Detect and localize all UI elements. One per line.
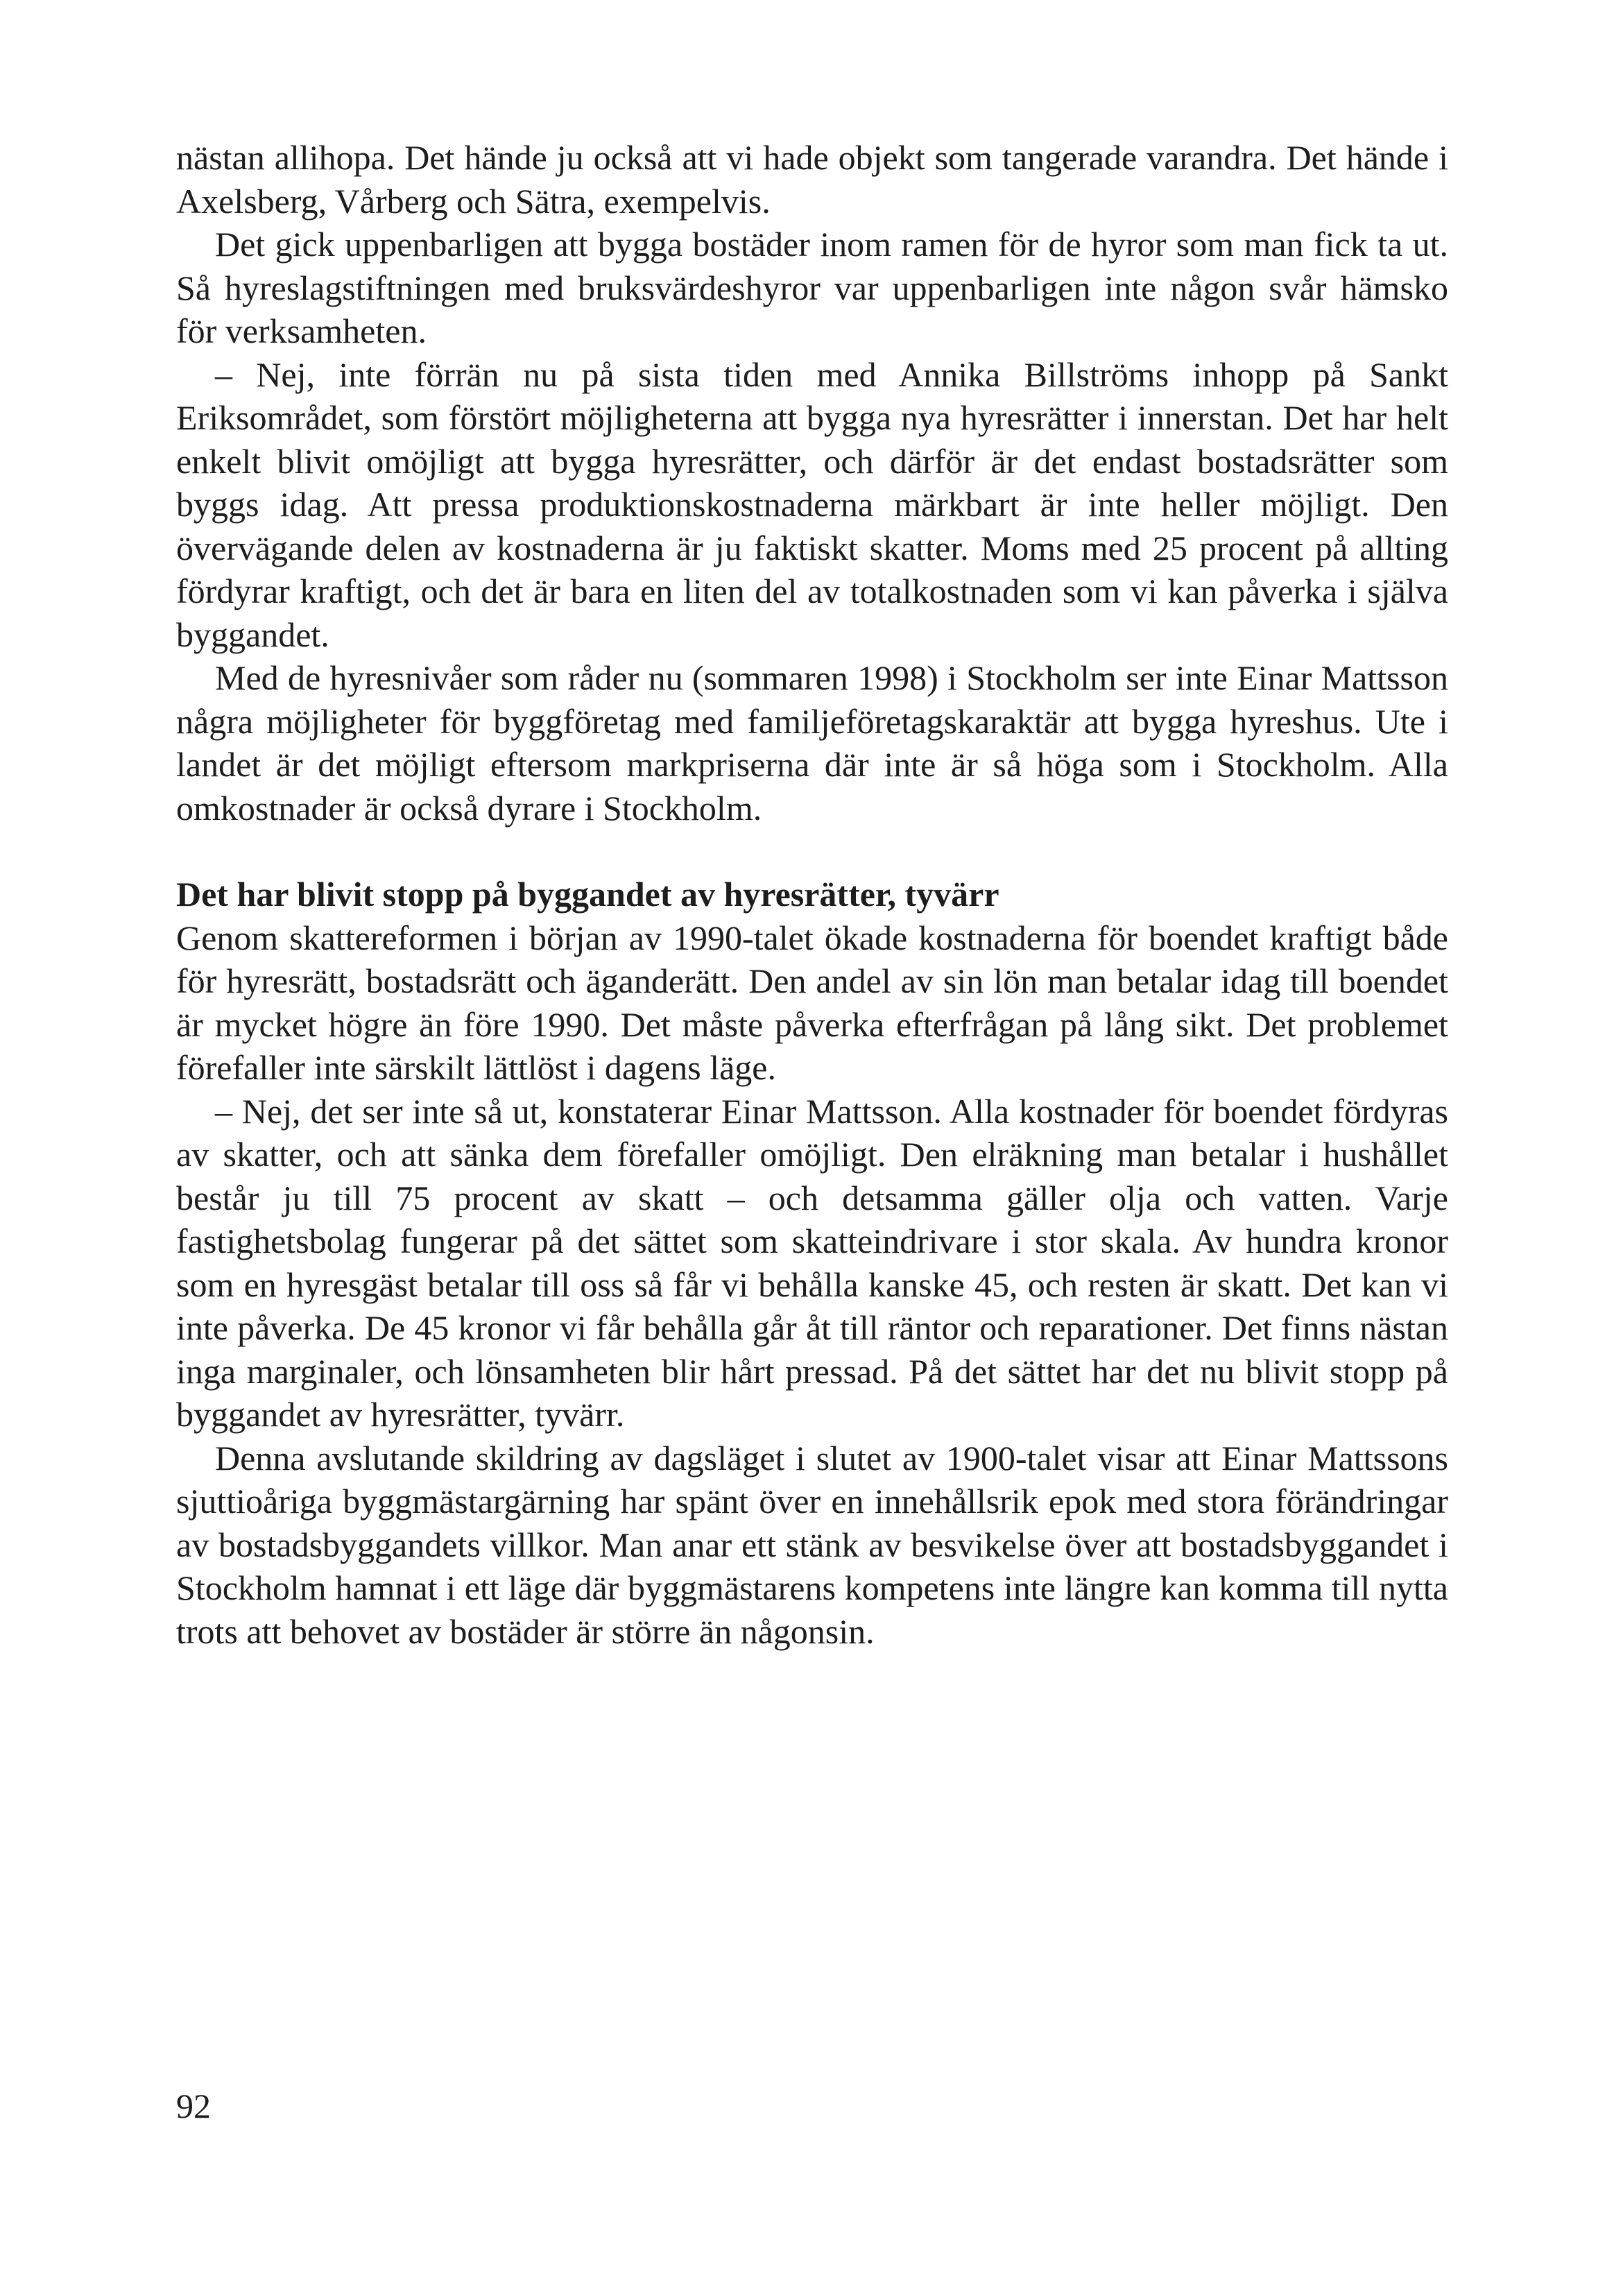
body-text xyxy=(176,136,1448,1653)
paragraph: Denna avslutande skildring av dagsläget i slutet av 1900-talet visar att Einar Mattssons sjuttioåriga byggmästargärning har spänt över en innehållsrik epok med stora förändringar av bostadsbyggandets villkor. Man anar ett stänk av besvikelse över att bostadsbyggandet i Stockholm hamnat i ett läge där byggmästarens kompetens inte längre kan komma till nytta trots att behovet av bostäder är större än någonsin. xyxy=(176,1438,1448,1651)
paragraph: Det gick uppenbarligen att bygga bostäder inom ramen för de hyror som man fick ta ut. Så hyreslagstiftningen med bruksvärdeshyror var uppenbarligen inte någon svår hämsko för verksamheten. xyxy=(176,225,1448,350)
paragraph-quote: – Nej, det ser inte så ut, konstaterar Einar Mattsson. Alla kostnader för boendet fördyras av skatter, och att sänka dem förefaller omöjligt. Den elräkning man betalar i hushållet består ju till 75 procent av skatt – och detsamma gäller olja och vatten. Varje fastighetsbolag fungerar på det sättet som skatteindrivare i stor skala. Av hundra kronor som en hyresgäst betalar till oss så får vi behålla kanske 45, och resten är skatt. Det kan vi inte påverka. De 45 kronor vi får behålla går åt till räntor och reparationer. Det finns nästan inga marginaler, och lönsamheten blir hårt pressad. På det sättet har det nu blivit stopp på byggandet av hyresrätter, tyvärr. xyxy=(176,1091,1448,1434)
paragraph: Genom skattereformen i början av 1990-talet ökade kostnaderna för boendet kraftigt både för hyresrätt, bostadsrätt och äganderätt. Den andel av sin lön man betalar idag till boendet är mycket högre än före 1990. Det måste påverka efterfrågan på lång sikt. Det problemet förefaller inte särskilt lättlöst i dagens läge. xyxy=(176,918,1448,1087)
paragraph-continued: nästan allihopa. Det hände ju också att vi hade objekt som tangerade varandra. Det hände i Axelsberg, Vårberg och Sätra, exempelvis. xyxy=(176,138,1448,221)
page-number: 92 xyxy=(176,2087,211,2125)
section-heading: Det har blivit stopp på byggandet av hyresrätter, tyvärr xyxy=(176,875,999,914)
paragraph: Med de hyresnivåer som råder nu (sommaren 1998) i Stockholm ser inte Einar Mattsson några möjligheter för byggföretag med familjeföretagskaraktär att bygga hyreshus. Ute i landet är det möjligt eftersom markpriserna där inte är så höga som i Stockholm. Alla omkostnader är också dyrare i Stockholm. xyxy=(176,658,1448,828)
paragraph-quote: – Nej, inte förrän nu på sista tiden med Annika Billströms inhopp på Sankt Eriksområdet, som förstört möjligheterna att bygga nya hyresrätter i innerstan. Det har helt enkelt blivit omöjligt att bygga hyresrätter, och därför är det endast bostadsrätter som byggs idag. Att pressa produktionskostnaderna märkbart är inte heller möjligt. Den övervägande delen av kostnaderna är ju faktiskt skatter. Moms med 25 procent på allting fördyrar kraftigt, och det är bara en liten del av totalkostnaden som vi kan påverka i själva byggandet. xyxy=(176,354,1448,654)
